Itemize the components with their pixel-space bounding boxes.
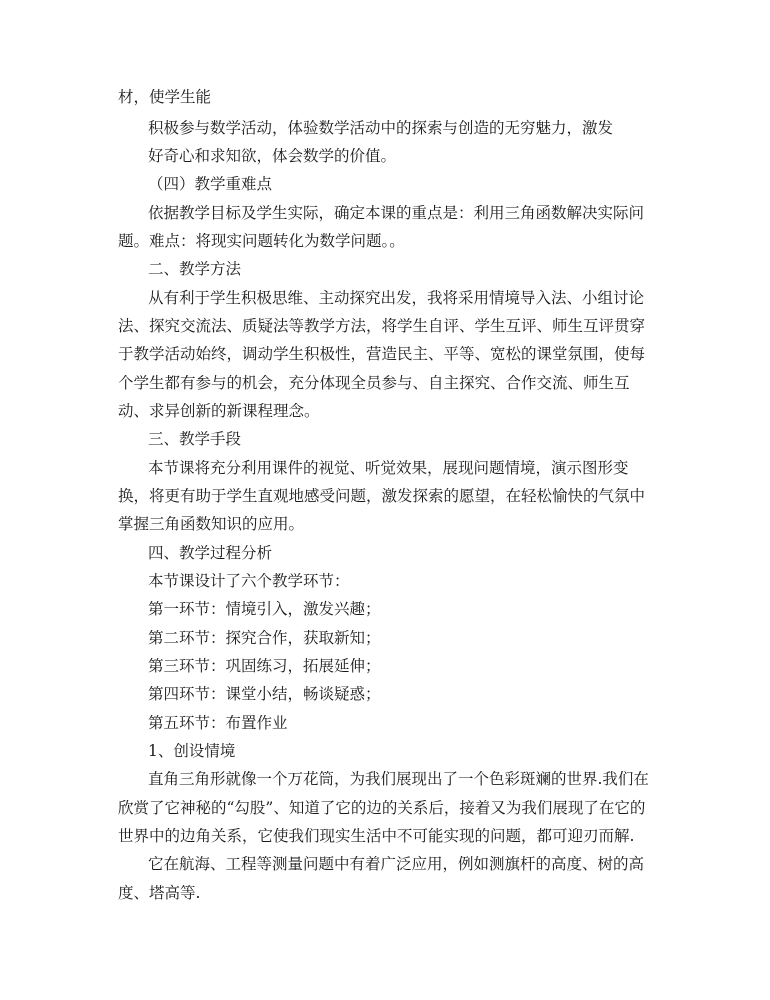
paragraph-line: 它在航海、工程等测量问题中有着广泛应用，例如测旗杆的高度、树的高 [148,855,645,873]
list-item: 第三环节：巩固练习，拓展延伸； [148,657,381,675]
paragraph-line: 依据教学目标及学生实际，确定本课的重点是：利用三角函数解决实际问 [148,204,645,222]
paragraph-line: 度、塔高等. [118,884,201,902]
list-item: 第一环节：情境引入，激发兴趣； [148,600,381,618]
paragraph-line: 从有利于学生积极思维、主动探究出发，我将采用情境导入法、小组讨论 [148,289,645,307]
section-heading: 二、教学方法 [148,260,242,278]
paragraph-line: 法、探究交流法、质疑法等教学方法，将学生自评、学生互评、师生互评贯穿 [118,317,646,335]
paragraph-line: 于教学活动始终，调动学生积极性，营造民主、平等、宽松的课堂氛围，使每 [118,345,646,363]
paragraph-line: 直角三角形就像一个万花筒，为我们展现出了一个色彩斑斓的世界.我们在 [148,770,649,788]
paragraph-line: 动、求异创新的新课程理念。 [118,402,320,420]
section-heading: 三、教学手段 [148,430,242,448]
paragraph-line: 积极参与数学活动，体验数学活动中的探索与创造的无穷魅力，激发 [148,119,614,137]
paragraph-line: 换，将更有助于学生直观地感受问题，激发探索的愿望，在轻松愉快的气氛中 [118,487,646,505]
paragraph-line: 材，使学生能 [118,88,212,106]
section-heading: 1、创设情境 [148,742,236,760]
list-item: 第四环节：课堂小结，畅谈疑惑； [148,685,381,703]
paragraph-line: 世界中的边角关系，它使我们现实生活中不可能实现的问题，都可迎刃而解. [118,827,635,845]
section-heading: （四）教学重难点 [148,175,273,193]
list-item: 第五环节：布置作业 [148,714,288,732]
paragraph-line: 本节课将充分利用课件的视觉、听觉效果，展现问题情境，演示图形变 [148,459,629,477]
paragraph-line: 好奇心和求知欲，体会数学的价值。 [148,147,397,165]
paragraph-line: 个学生都有参与的机会，充分体现全员参与、自主探究、合作交流、师生互 [118,374,630,392]
paragraph-line: 题。难点：将现实问题转化为数学问题。。 [118,232,405,250]
list-item: 第二环节：探究合作，获取新知； [148,629,381,647]
section-heading: 四、教学过程分析 [148,544,273,562]
paragraph-line: 本节课设计了六个教学环节： [148,572,350,590]
paragraph-line: 掌握三角函数知识的应用。 [118,515,305,533]
paragraph-line: 欣赏了它神秘的“勾股”、知道了它的边的关系后，接着又为我们展现了在它的 [118,799,646,817]
